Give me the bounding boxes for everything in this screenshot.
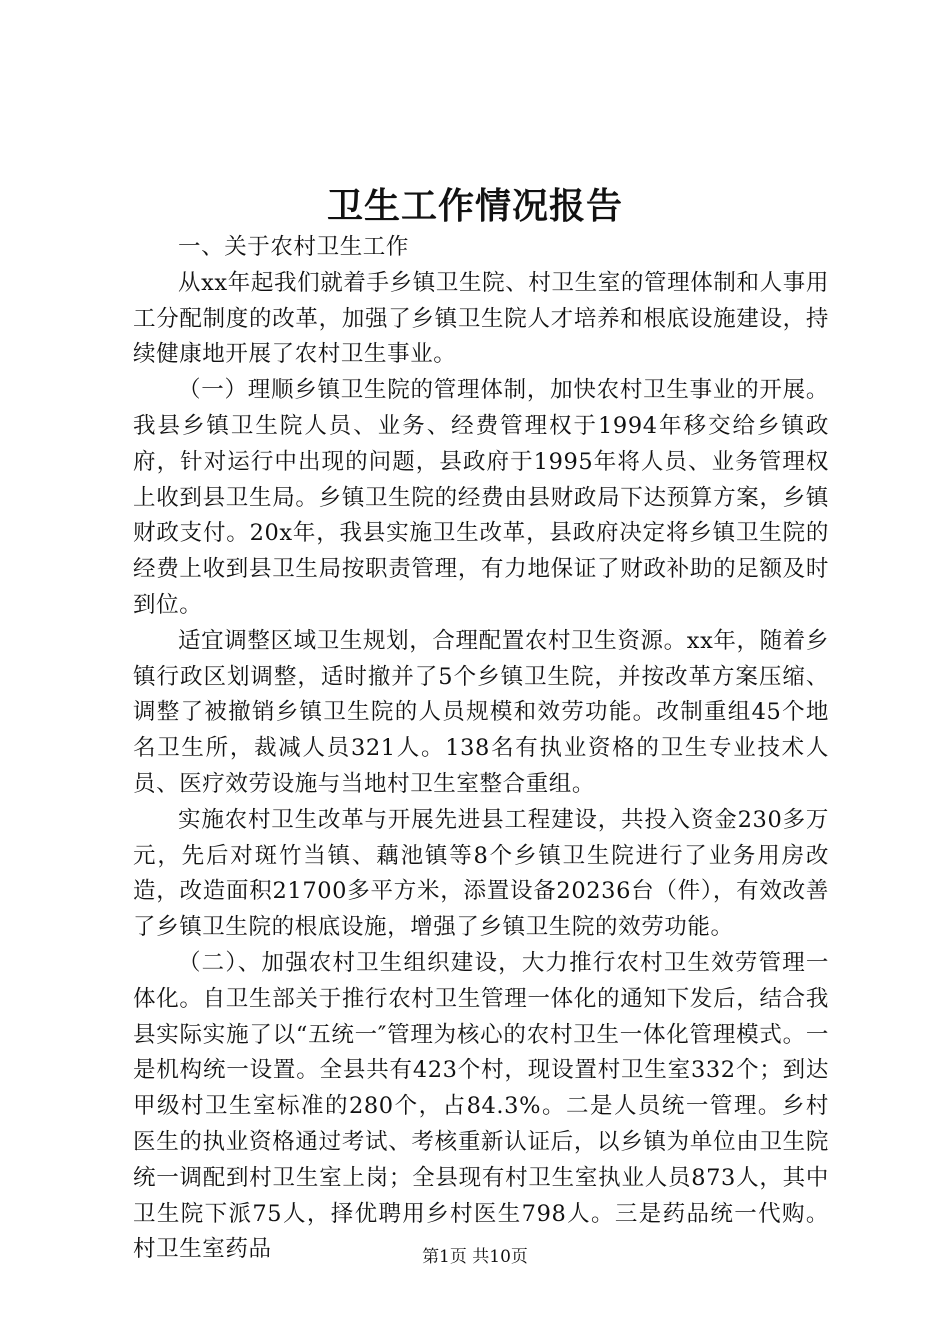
document-body [133, 230, 829, 1268]
paragraph: （二）、加强农村卫生组织建设，大力推行农村卫生效劳管理一体化。自卫生部关于推行农村卫生管理一体化的通知下发后，结合我县实际实施了以“五统一″管理为核心的农村卫生一体化管理模式。一是机构统一设置。全县共有423个村，现设置村卫生室332个；到达甲级村卫生室标准的280个，占84.3%。二是人员统一管理。乡村医生的执业资格通过考试、考核重新认证后，以乡镇为单位由卫生院统一调配到村卫生室上岗；全县现有村卫生室执业人员873人，其中卫生院下派75人，择优聘用乡村医生798人。三是药品统一代购。村卫生室药品 [133, 949, 829, 1263]
paragraph: 从xx年起我们就着手乡镇卫生院、村卫生室的管理体制和人事用工分配制度的改革，加强了乡镇卫生院人才培养和根底设施建设，持续健康地开展了农村卫生事业。 [133, 269, 829, 368]
section-heading: 一、关于农村卫生工作 [178, 234, 410, 260]
page-number-footer: 第1页 共10页 [422, 1247, 528, 1267]
document-title: 卫生工作情况报告 [326, 185, 623, 227]
paragraph: 实施农村卫生改革与开展先进县工程建设，共投入资金230多万元，先后对斑竹当镇、藕池镇等8个乡镇卫生院进行了业务用房改造，改造面积21700多平方米，添置设备20236台（件），有效改善了乡镇卫生院的根底设施，增强了乡镇卫生院的效劳功能。 [133, 806, 829, 941]
paragraph: （一）理顺乡镇卫生院的管理体制，加快农村卫生事业的开展。我县乡镇卫生院人员、业务、经费管理权于1994年移交给乡镇政府，针对运行中出现的问题，县政府于1995年将人员、业务管理权上收到县卫生局。乡镇卫生院的经费由县财政局下达预算方案，乡镇财政支付。20x年，我县实施卫生改革，县政府决定将乡镇卫生院的经费上收到县卫生局按职责管理，有力地保证了财政补助的足额及时到位。 [133, 377, 829, 618]
paragraph: 适宜调整区域卫生规划，合理配置农村卫生资源。xx年，随着乡镇行政区划调整，适时撤并了5个乡镇卫生院，并按改革方案压缩、调整了被撤销乡镇卫生院的人员规模和效劳功能。改制重组45个地名卫生所，裁减人员321人。138名有执业资格的卫生专业技术人员、医疗效劳设施与当地村卫生室整合重组。 [133, 627, 829, 797]
